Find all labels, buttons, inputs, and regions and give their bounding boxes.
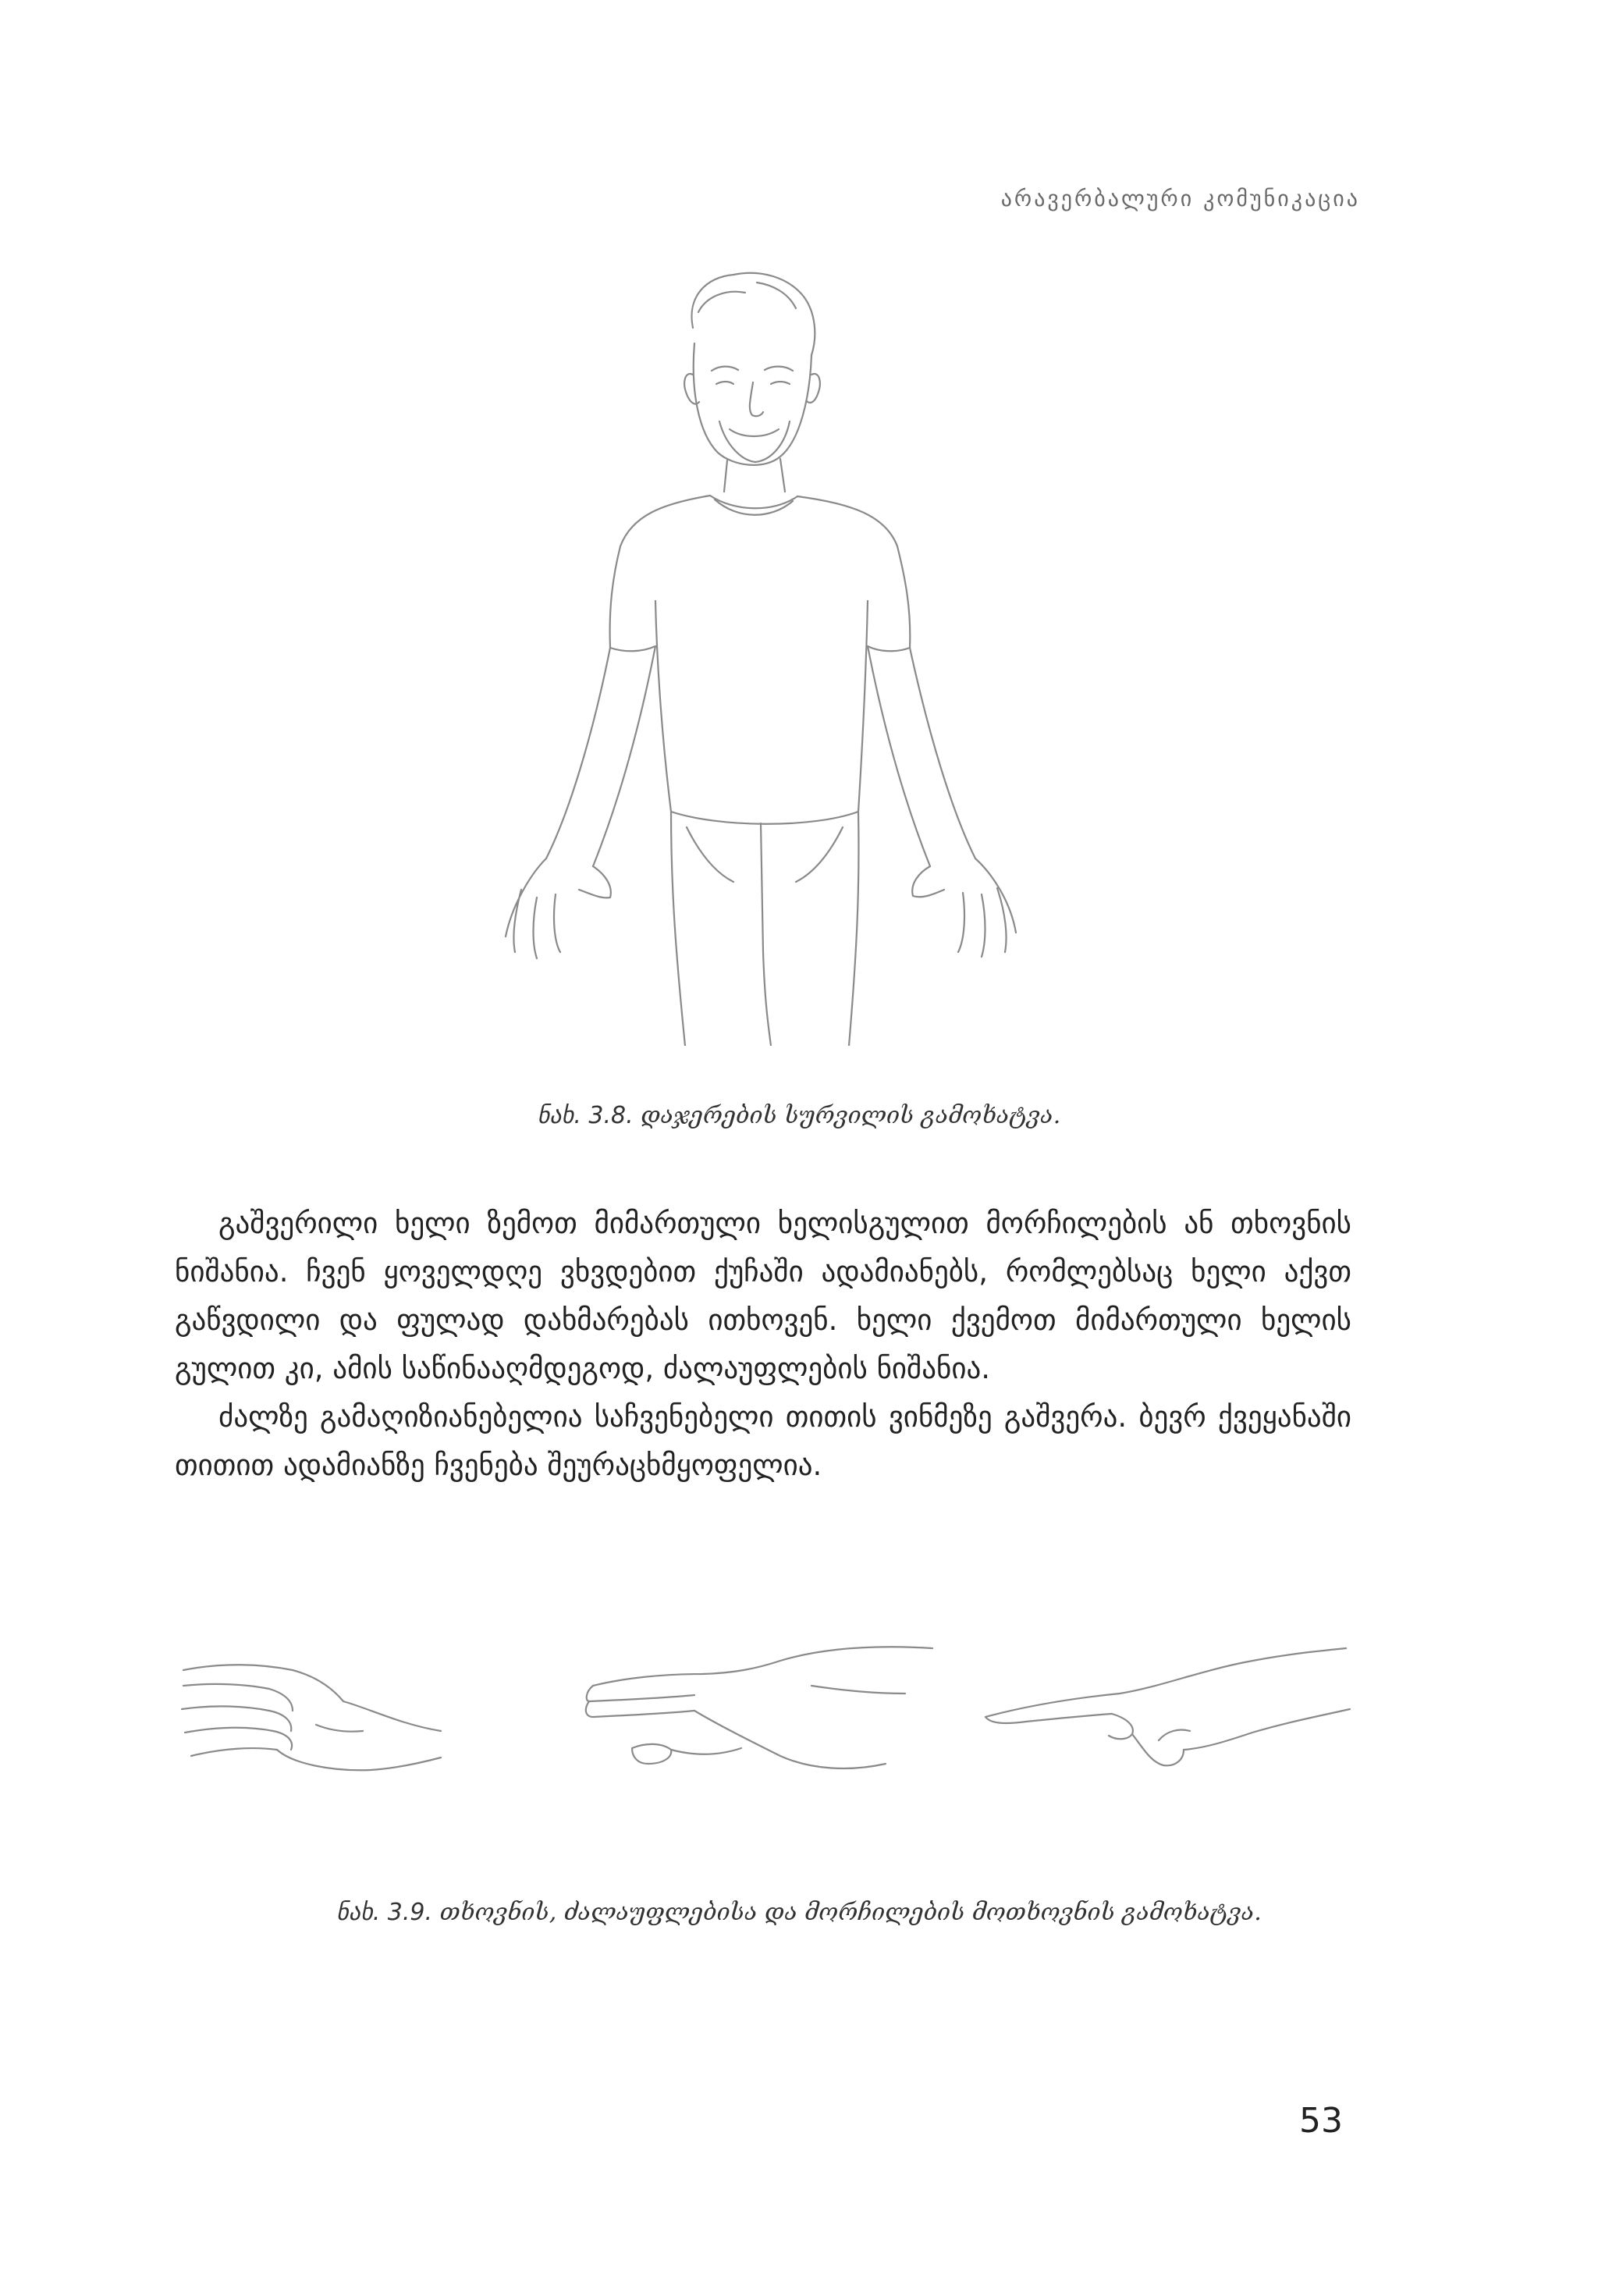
figure-man-palms-up xyxy=(437,265,1092,1046)
hand-palm-up-illustration xyxy=(176,1639,456,1795)
figure-hand-pointing xyxy=(979,1631,1354,1787)
paragraph: გაშვერილი ხელი ზემოთ მიმართული ხელისგულით მორჩილების ან თხოვნის ნიშანია. ჩვენ ყოველდღე ვხვდებით ქუჩაში ადამიანებს, რომლებსაც ხელი აქვთ გაწვდილი და ფულად დახმარებას ითხოვენ. ხელი ქვემოთ მიმართული ხელის გულით კი, ამის საწინააღმდეგოდ, ძალაუფლების ნიშანია. xyxy=(175,1207,1351,1385)
figure-3-8-caption-text: დაჯერების სურვილის გამოხატვა. xyxy=(641,1102,1061,1129)
figure-3-8-caption xyxy=(0,1102,1598,1129)
figure-3-9-caption-text: თხოვნის, ძალაუფლებისა და მორჩილების მოთხოვნის გამოხატვა. xyxy=(439,1899,1262,1926)
paragraph: ძალზე გამაღიზიანებელია საჩვენებელი თითის ვინმეზე გაშვერა. ბევრ ქვეყანაში თითით ადამიანზე ჩვენება შეურაცხმყოფელია. xyxy=(175,1400,1351,1482)
body-text xyxy=(175,1200,1351,1490)
figure-hand-palm-up xyxy=(176,1639,456,1795)
figure-3-9-caption xyxy=(0,1899,1598,1926)
figure-3-8-label: ნახ. 3.8. xyxy=(537,1102,634,1129)
hand-pointing-illustration xyxy=(979,1631,1354,1787)
running-header: არავერბალური კომუნიკაცია xyxy=(1000,186,1360,211)
page-number: 53 xyxy=(1299,2101,1343,2141)
figure-hand-palm-down xyxy=(577,1639,936,1795)
hand-palm-down-illustration xyxy=(577,1639,936,1795)
figure-3-9-label: ნახ. 3.9. xyxy=(336,1899,433,1926)
man-illustration xyxy=(437,265,1092,1046)
